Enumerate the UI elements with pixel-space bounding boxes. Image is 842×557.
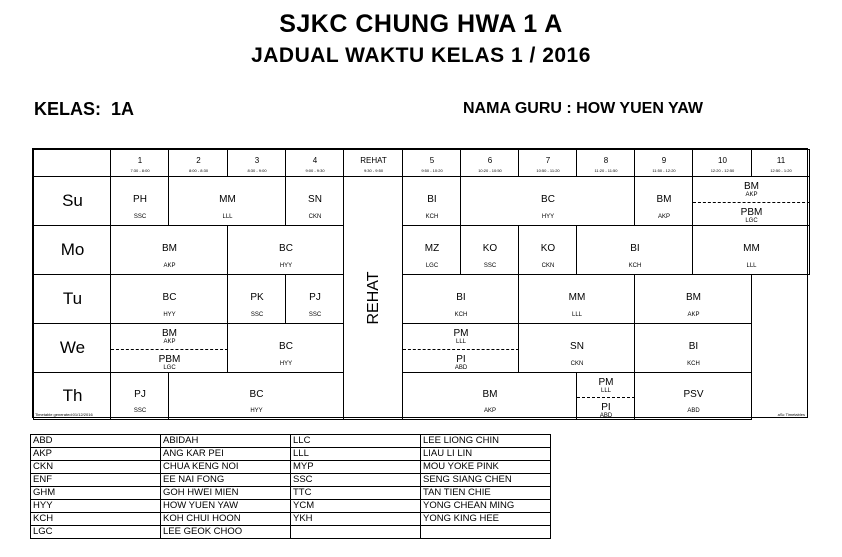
teacher-code: LLL xyxy=(571,312,582,318)
subject-code: PM xyxy=(598,377,614,388)
teacher-code: LLL xyxy=(600,388,611,394)
legend-code: YCM xyxy=(291,500,421,513)
period-number: 1 xyxy=(137,156,143,165)
period-number: 6 xyxy=(487,156,493,165)
legend-teacher-name: LEE GEOK CHOO xyxy=(161,526,291,539)
subject-code: MM xyxy=(743,242,760,254)
teacher-code: SSC xyxy=(250,312,264,318)
teacher-code: AKP xyxy=(687,312,700,318)
teacher-code: SSC xyxy=(133,214,147,220)
period-time: 8:30 - 9:00 xyxy=(247,168,267,173)
legend-teacher-name: GOH HWEI MIEN xyxy=(161,487,291,500)
day-label-cell xyxy=(33,225,111,275)
day-name: We xyxy=(59,337,86,357)
legend-teacher-name: LIAU LI LIN xyxy=(421,448,551,461)
teacher-code: CKN xyxy=(570,361,584,367)
period-time: 8:00 - 8:30 xyxy=(188,168,209,173)
lesson-cell xyxy=(518,323,635,373)
lesson-cell xyxy=(285,176,344,226)
subject-code: KO xyxy=(540,242,556,254)
school-name: SJKC CHUNG HWA 1 A xyxy=(279,10,563,38)
lesson-cell xyxy=(518,274,635,324)
software-note: aSc Timetables xyxy=(777,412,805,417)
teacher-code: AKP xyxy=(483,408,496,414)
lesson-cell xyxy=(634,323,752,373)
teacher-code: LGC xyxy=(163,364,176,371)
day-name: Tu xyxy=(62,288,83,308)
lesson-cell xyxy=(402,274,519,324)
legend-row xyxy=(31,513,551,526)
legend-code: CKN xyxy=(31,461,161,474)
teacher-code: LLL xyxy=(455,339,466,345)
subject-code: PI xyxy=(456,353,466,365)
lesson-cell xyxy=(227,323,344,373)
teacher-legend-table xyxy=(30,434,551,539)
day-name: Su xyxy=(62,190,83,210)
lesson-cell xyxy=(285,274,344,324)
split-divider xyxy=(577,397,635,398)
teacher-code: SSC xyxy=(483,263,497,269)
teacher-code: LLL xyxy=(222,214,233,220)
lesson-cell xyxy=(168,372,344,420)
subject-code: PH xyxy=(133,193,147,205)
lesson-cell xyxy=(460,176,635,226)
legend-teacher-name: YONG CHEAN MING xyxy=(421,500,551,513)
legend-teacher-name: KOH CHUI HOON xyxy=(161,513,291,526)
subject-code: MM xyxy=(568,291,586,303)
day-name: Th xyxy=(62,385,83,405)
legend-code: SSC xyxy=(291,474,421,487)
period-time: 9:00 - 9:30 xyxy=(305,168,325,173)
teacher-code: ABD xyxy=(687,408,700,414)
legend-code: GHM xyxy=(31,487,161,500)
subject-code: KO xyxy=(482,242,498,254)
period-time: 11:20 - 11:50 xyxy=(594,168,618,173)
legend-code: MYP xyxy=(291,461,421,474)
teacher-code: AKP xyxy=(657,214,670,220)
subject-code: PBM xyxy=(158,353,181,365)
legend-code: ABD xyxy=(31,435,161,448)
period-number: 11 xyxy=(776,156,786,165)
teacher-code: SSC xyxy=(308,312,322,318)
subject-code: BM xyxy=(686,291,701,303)
teacher-code: AKP xyxy=(163,339,176,345)
lesson-cell xyxy=(110,176,169,226)
lesson-cell xyxy=(518,225,577,275)
teacher-code: LGC xyxy=(425,263,439,269)
teacher-code: ABD xyxy=(454,364,468,371)
legend-teacher-name: ABIDAH xyxy=(161,435,291,448)
legend-teacher-name xyxy=(421,526,551,539)
day-name: Mo xyxy=(60,239,85,259)
legend-row xyxy=(31,435,551,448)
lesson-cell xyxy=(576,225,693,275)
class-label xyxy=(34,99,134,120)
legend-row xyxy=(31,448,551,461)
lesson-cell xyxy=(110,372,169,420)
rehat-label: REHAT xyxy=(365,271,382,325)
lesson-cell xyxy=(692,225,810,275)
period-number: REHAT xyxy=(360,156,387,165)
legend-code: LLL xyxy=(291,448,421,461)
subject-code: PK xyxy=(250,291,264,303)
teacher-code: HYY xyxy=(250,408,263,414)
period-number: 10 xyxy=(718,156,727,165)
legend-code: LGC xyxy=(31,526,161,539)
teacher-code: AKP xyxy=(745,192,758,198)
subject-code: PBM xyxy=(740,206,763,218)
subject-code: SN xyxy=(570,340,584,352)
legend-code: AKP xyxy=(31,448,161,461)
period-number: 3 xyxy=(254,156,260,165)
split-divider xyxy=(403,349,519,350)
teacher-code: KCH xyxy=(628,263,642,269)
lesson-cell xyxy=(634,274,752,324)
lesson-cell xyxy=(576,372,635,420)
day-label-cell xyxy=(33,274,111,324)
teacher-name: NAMA GURU : HOW YUEN YAW xyxy=(463,100,704,117)
period-time: 9:30 - 9:50 xyxy=(363,168,384,173)
lesson-cell xyxy=(692,176,810,226)
lesson-cell xyxy=(110,274,228,324)
legend-teacher-name: MOU YOKE PINK xyxy=(421,461,551,474)
split-divider xyxy=(693,202,810,203)
period-time: 12:50 - 1:20 xyxy=(770,168,792,173)
legend-row xyxy=(31,474,551,487)
period-time: 12:20 - 12:50 xyxy=(710,168,735,173)
period-number: 5 xyxy=(429,156,435,165)
legend-teacher-name: SENG SIANG CHEN xyxy=(421,474,551,487)
lesson-cell xyxy=(634,176,693,226)
subject-code: BI xyxy=(688,340,699,352)
subject-code: BC xyxy=(279,340,293,352)
timetable-grid xyxy=(32,148,808,418)
teacher-code: LLL xyxy=(746,263,757,269)
subject-code: MM xyxy=(219,193,236,205)
class-value: 1A xyxy=(111,99,135,119)
lesson-cell xyxy=(402,372,577,420)
subject-code: BM xyxy=(656,193,672,205)
period-number: 2 xyxy=(196,156,201,165)
subject-code: PJ xyxy=(134,388,146,400)
teacher-code: LGC xyxy=(745,217,758,224)
day-label-cell xyxy=(33,323,111,373)
legend-teacher-name: EE NAI FONG xyxy=(161,474,291,487)
teacher-code: HYY xyxy=(279,361,293,367)
lesson-cell xyxy=(110,225,228,275)
period-time: 9:50 - 10:20 xyxy=(421,168,443,173)
split-divider xyxy=(111,349,228,350)
subject-code: BM xyxy=(744,181,759,192)
class-label-text: KELAS: xyxy=(34,99,101,119)
subject-code: BI xyxy=(630,242,640,254)
teacher-code: KCH xyxy=(454,312,468,318)
period-time: 10:50 - 11:20 xyxy=(536,168,560,173)
lesson-cell xyxy=(227,225,344,275)
subject-code: BM xyxy=(482,388,498,400)
lesson-cell xyxy=(402,323,519,373)
period-header xyxy=(751,149,810,177)
subject-code: MZ xyxy=(424,242,440,254)
subject-code: BM xyxy=(162,328,177,339)
teacher-code: HYY xyxy=(279,263,293,269)
legend-teacher-name: ANG KAR PEI xyxy=(161,448,291,461)
legend-teacher-name: HOW YUEN YAW xyxy=(161,500,291,513)
subject-code: BC xyxy=(541,193,555,205)
lesson-cell xyxy=(634,372,752,420)
teacher-code: ABD xyxy=(599,412,613,419)
legend-row xyxy=(31,526,551,539)
lesson-cell xyxy=(402,176,461,226)
teacher-code: CKN xyxy=(308,214,322,220)
subject-code: BC xyxy=(279,242,293,254)
lesson-cell xyxy=(168,176,286,226)
period-number: 8 xyxy=(603,156,609,165)
teacher-code: CKN xyxy=(541,263,555,269)
subject-code: BI xyxy=(427,193,437,205)
teacher-code: HYY xyxy=(541,214,555,220)
subject-code: BI xyxy=(456,291,466,303)
legend-code: LLC xyxy=(291,435,421,448)
generated-note: Timetable generated:01/12/2016 xyxy=(35,412,93,417)
subject-code: PSV xyxy=(683,388,704,400)
legend-code: YKH xyxy=(291,513,421,526)
legend-row xyxy=(31,487,551,500)
teacher-code: AKP xyxy=(163,263,176,269)
timetable-title: JADUAL WAKTU KELAS 1 / 2016 xyxy=(251,44,591,67)
subject-code: BC xyxy=(162,291,177,303)
teacher-code: KCH xyxy=(687,361,700,367)
teacher-code: HYY xyxy=(163,312,176,318)
teacher-code: SSC xyxy=(133,408,147,414)
legend-teacher-name: TAN TIEN CHIE xyxy=(421,487,551,500)
legend-code: ENF xyxy=(31,474,161,487)
legend-code: KCH xyxy=(31,513,161,526)
legend-code xyxy=(291,526,421,539)
subject-code: PJ xyxy=(309,291,321,303)
legend-teacher-name: LEE LIONG CHIN xyxy=(421,435,551,448)
subject-code: BC xyxy=(249,388,264,400)
legend-code: HYY xyxy=(31,500,161,513)
subject-code: BM xyxy=(162,242,177,254)
subject-code: PM xyxy=(453,328,469,339)
lesson-cell xyxy=(110,323,228,373)
period-time: 7:30 - 8:00 xyxy=(130,168,150,173)
legend-teacher-name: YONG KING HEE xyxy=(421,513,551,526)
legend-teacher-name: CHUA KENG NOI xyxy=(161,461,291,474)
period-number: 9 xyxy=(661,156,667,165)
legend-row xyxy=(31,461,551,474)
period-number: 4 xyxy=(312,156,318,165)
legend-row xyxy=(31,500,551,513)
period-number: 7 xyxy=(545,156,551,165)
period-time: 11:50 - 12:20 xyxy=(652,168,676,173)
teacher-code: KCH xyxy=(425,214,439,220)
legend-code: TTC xyxy=(291,487,421,500)
subject-code: PI xyxy=(601,401,611,413)
subject-code: SN xyxy=(308,193,322,205)
period-time: 10:20 - 10:50 xyxy=(478,168,502,173)
